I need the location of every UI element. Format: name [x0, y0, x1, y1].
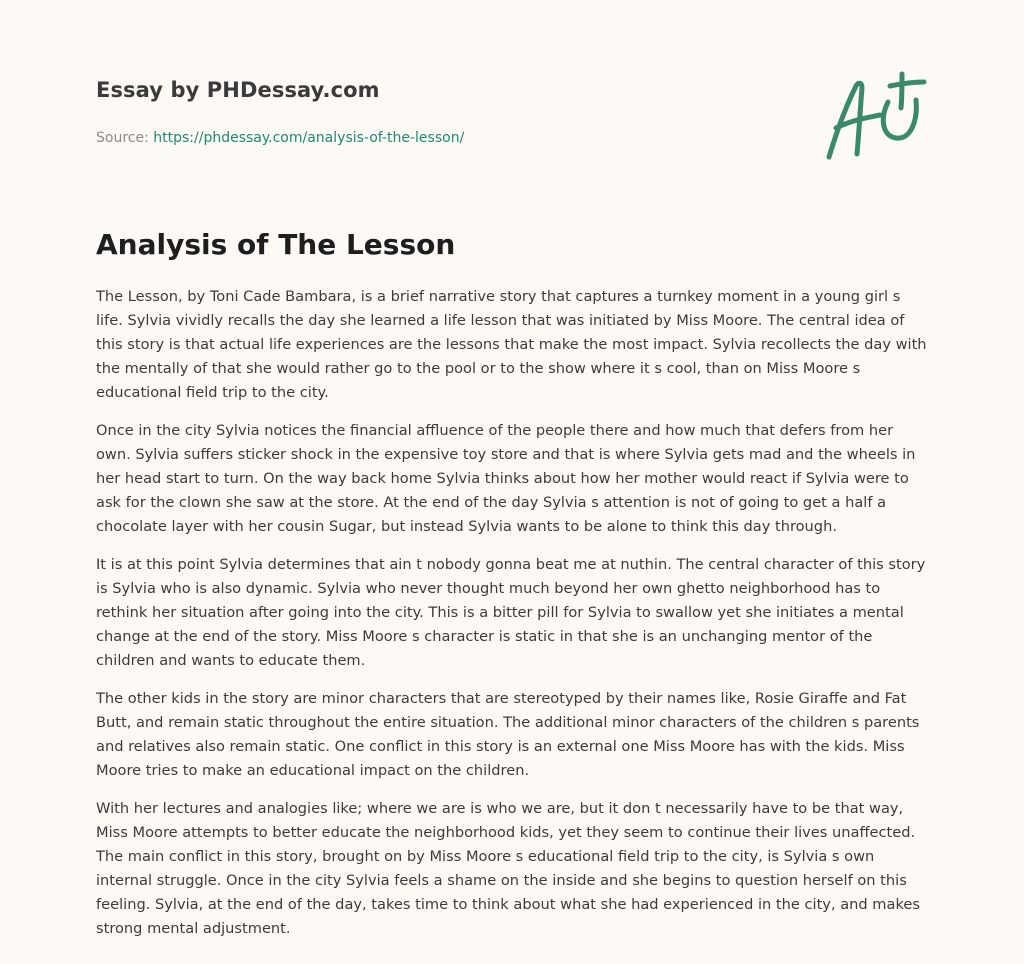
- essay-paragraph: With her lectures and analogies like; where we are is who we are, but it don t necessarily have to be that way, Miss Moore attempts to better educate the neighborhood kids, yet they seem to continue their lives unaffected. The main conflict in this story, brought on by Miss Moore s educational field trip to the city, is Sylvia s own internal struggle. Once in the city Sylvia feels a shame on the inside and she begins to question herself on this feeling. Sylvia, at the end of the day, takes time to think about what she had experienced in the city, and makes strong mental adjustment.: [96, 800, 920, 937]
- essay-paragraph: It is at this point Sylvia determines that ain t nobody gonna beat me at nuthin. The central character of this story is Sylvia who is also dynamic. Sylvia who never thought much beyond her own ghetto neighborhood has to rethink her situation after going into the city. This is a bitter pill for Sylvia to swallow yet she initiates a mental change at the end of the story. Miss Moore s character is static in that she is an unchanging mentor of the children and wants to educate them.: [96, 556, 926, 669]
- source-link[interactable]: https://phdessay.com/analysis-of-the-lesson/: [153, 130, 465, 146]
- document-header: [96, 76, 696, 148]
- essay-paragraph: Once in the city Sylvia notices the financial affluence of the people there and how much that defers from her own. Sylvia suffers sticker shock in the expensive toy store and that is where Sylvia gets mad and the wheels in her head start to turn. On the way back home Sylvia thinks about how her mother would react if Sylvia were to ask for the clown she saw at the store. At the end of the day Sylvia s attention is not of going to get a half a chocolate layer with her cousin Sugar, but instead Sylvia wants to be alone to think this day through.: [96, 422, 916, 535]
- brand-title: Essay by PHDessay.com: [96, 78, 380, 102]
- a-plus-grade-icon: [822, 68, 930, 164]
- essay-paragraph: The Lesson, by Toni Cade Bambara, is a brief narrative story that captures a turnkey moment in a young girl s life. Sylvia vividly recalls the day she learned a life lesson that was initiated by Miss Moore. The central idea of this story is that actual life experiences are the lessons that make the most impact. Sylvia recollects the day with the mentally of that she would rather go to the pool or to the show where it s cool, than on Miss Moore s educational field trip to the city.: [96, 288, 927, 401]
- page-title: Analysis of The Lesson: [96, 228, 456, 261]
- essay-body: [96, 285, 931, 955]
- essay-paragraph: The other kids in the story are minor characters that are stereotyped by their names like, Rosie Giraffe and Fat Butt, and remain static throughout the entire situation. The additional minor characters of the children s parents and relatives also remain static. One conflict in this story is an external one Miss Moore has with the kids. Miss Moore tries to make an educational impact on the children.: [96, 690, 920, 779]
- source-line: [96, 128, 696, 148]
- source-label: Source:: [96, 130, 149, 146]
